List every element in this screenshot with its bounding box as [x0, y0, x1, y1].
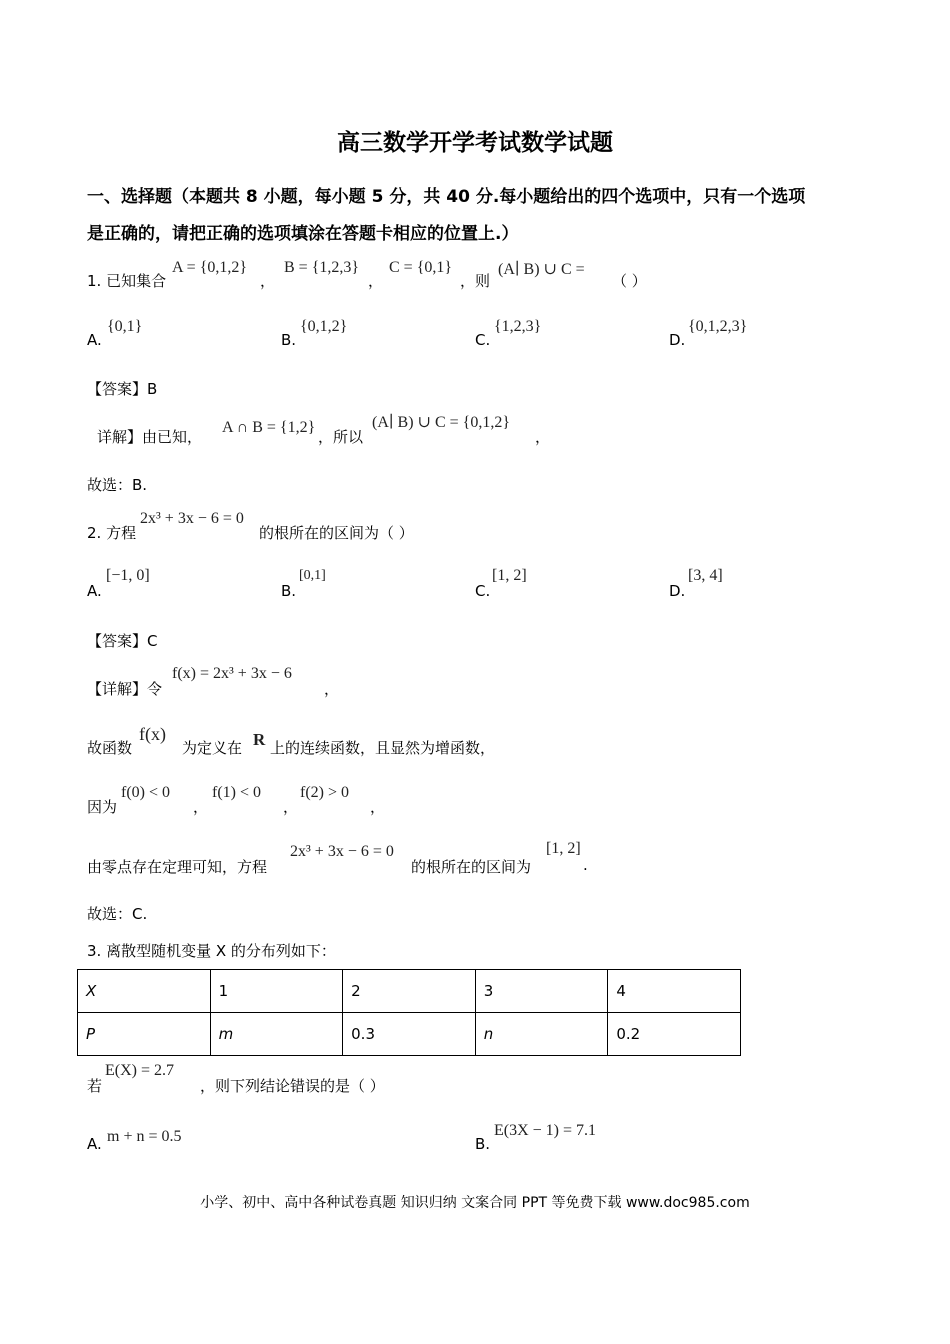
q3-cond-prefix: 若: [87, 1077, 103, 1095]
q2-option-a-letter: A.: [87, 582, 102, 600]
q2-line3-sep2: ，: [283, 798, 299, 816]
table-row: [78, 1013, 741, 1056]
table-cell: 0.2: [608, 1013, 741, 1056]
q1-detail-expr1: A ∩ B = {1,2}: [222, 419, 316, 436]
q2-line4-interval: [1, 2]: [546, 840, 581, 857]
q3-option-b-letter: B.: [475, 1135, 491, 1153]
q1-option-d-letter: D.: [669, 331, 686, 349]
q2-option-c-value: [1, 2]: [492, 567, 527, 584]
q1-detail-label: 详解】由已知，: [97, 428, 203, 446]
q2-option-c-letter: C.: [475, 582, 491, 600]
q2-prefix: 2. 方程: [87, 524, 137, 542]
q2-option-b-value: [0,1]: [299, 568, 326, 583]
section-heading-line1: 一、选择题（本题共 8 小题，每小题 5 分，共 40 分.每小题给出的四个选项中，只有一个选项: [87, 187, 806, 207]
q1-conclusion: 故选：B.: [87, 476, 148, 494]
q3-option-a-letter: A.: [87, 1135, 102, 1153]
q1-detail-expr2: (A∣ B) ∪ C = {0,1,2}: [372, 414, 510, 431]
q2-line2-a: 故函数: [87, 739, 133, 757]
q2-line2-b: 为定义在: [182, 739, 243, 757]
q1-then: ，则: [460, 272, 491, 290]
q1-option-a-value: {0,1}: [107, 318, 143, 335]
table-cell: 1: [210, 970, 343, 1013]
q1-expression: (A∣ B) ∪ C =: [498, 261, 585, 278]
q2-detail-fx-end: ，: [324, 680, 340, 698]
section-heading-line2: 是正确的，请把正确的选项填涂在答题卡相应的位置上.）: [87, 224, 519, 244]
table-cell: 0.3: [343, 1013, 476, 1056]
q3-option-a-value: m + n = 0.5: [107, 1128, 182, 1145]
page-footer: 小学、初中、高中各种试卷真题 知识归纳 文案合同 PPT 等免费下载 www.doc985.com: [200, 1195, 750, 1211]
q2-line2-fx: f(x): [139, 724, 166, 744]
q1-sep-1: ，: [260, 272, 276, 290]
q3-option-b-value: E(3X − 1) = 7.1: [494, 1122, 597, 1139]
q2-line3-a: 因为: [87, 798, 118, 816]
table-cell: 4: [608, 970, 741, 1013]
q2-line3-sep1: ，: [193, 798, 209, 816]
q1-sep-2: ，: [368, 272, 384, 290]
q2-line3-end: ，: [370, 798, 386, 816]
q1-option-c-letter: C.: [475, 331, 491, 349]
q2-line3-f2: f(2) > 0: [300, 784, 350, 801]
table-cell: X: [78, 970, 211, 1013]
table-cell: P: [78, 1013, 211, 1056]
q2-option-d-letter: D.: [669, 582, 686, 600]
q2-option-b-letter: B.: [281, 582, 297, 600]
q1-option-d-value: {0,1,2,3}: [688, 318, 748, 335]
q1-set-b: B = {1,2,3}: [284, 259, 360, 276]
q1-set-a: A = {0,1,2}: [172, 259, 248, 276]
table-cell: 2: [343, 970, 476, 1013]
q1-detail-end: ，: [535, 428, 551, 446]
table-cell: 3: [475, 970, 608, 1013]
q2-option-a-value: [−1, 0]: [106, 567, 150, 584]
q2-option-d-value: [3, 4]: [688, 567, 723, 584]
q2-line4-eq: 2x³ + 3x − 6 = 0: [290, 843, 394, 860]
q2-detail-fx: f(x) = 2x³ + 3x − 6: [172, 665, 292, 682]
q2-line4-b: 的根所在的区间为: [411, 858, 532, 876]
q2-line2-c: 上的连续函数，且显然为增函数，: [270, 739, 496, 757]
q1-option-a-letter: A.: [87, 331, 102, 349]
q1-answer: 【答案】B: [87, 380, 158, 398]
table-row: [78, 970, 741, 1013]
table-cell: n: [475, 1013, 608, 1056]
q2-line3-f0: f(0) < 0: [121, 784, 171, 801]
page-title: 高三数学开学考试数学试题: [337, 130, 613, 156]
q1-detail-mid: ，所以: [318, 428, 364, 446]
distribution-table: [77, 969, 741, 1056]
q1-option-c-value: {1,2,3}: [494, 318, 542, 335]
q2-suffix: 的根所在的区间为（ ）: [259, 524, 414, 542]
q1-option-b-letter: B.: [281, 331, 297, 349]
q2-answer: 【答案】C: [87, 632, 158, 650]
q3-cond-expr: E(X) = 2.7: [105, 1062, 175, 1079]
q1-option-b-value: {0,1,2}: [300, 318, 348, 335]
q3-intro: 3. 离散型随机变量 X 的分布列如下：: [87, 942, 336, 960]
q1-prefix: 1. 已知集合: [87, 272, 167, 290]
q2-conclusion: 故选：C.: [87, 905, 148, 923]
q2-equation: 2x³ + 3x − 6 = 0: [140, 510, 244, 527]
q1-answer-paren: （ ）: [612, 272, 647, 290]
q2-line4-a: 由零点存在定理可知，方程: [87, 858, 268, 876]
q2-line4-end: .: [583, 856, 588, 874]
q2-line2-r: R: [253, 730, 266, 749]
q3-cond-suffix: ，则下列结论错误的是（ ）: [200, 1077, 385, 1095]
q1-set-c: C = {0,1}: [389, 259, 453, 276]
q2-detail-label: 【详解】令: [87, 680, 163, 698]
table-cell: m: [210, 1013, 343, 1056]
q2-line3-f1: f(1) < 0: [212, 784, 262, 801]
